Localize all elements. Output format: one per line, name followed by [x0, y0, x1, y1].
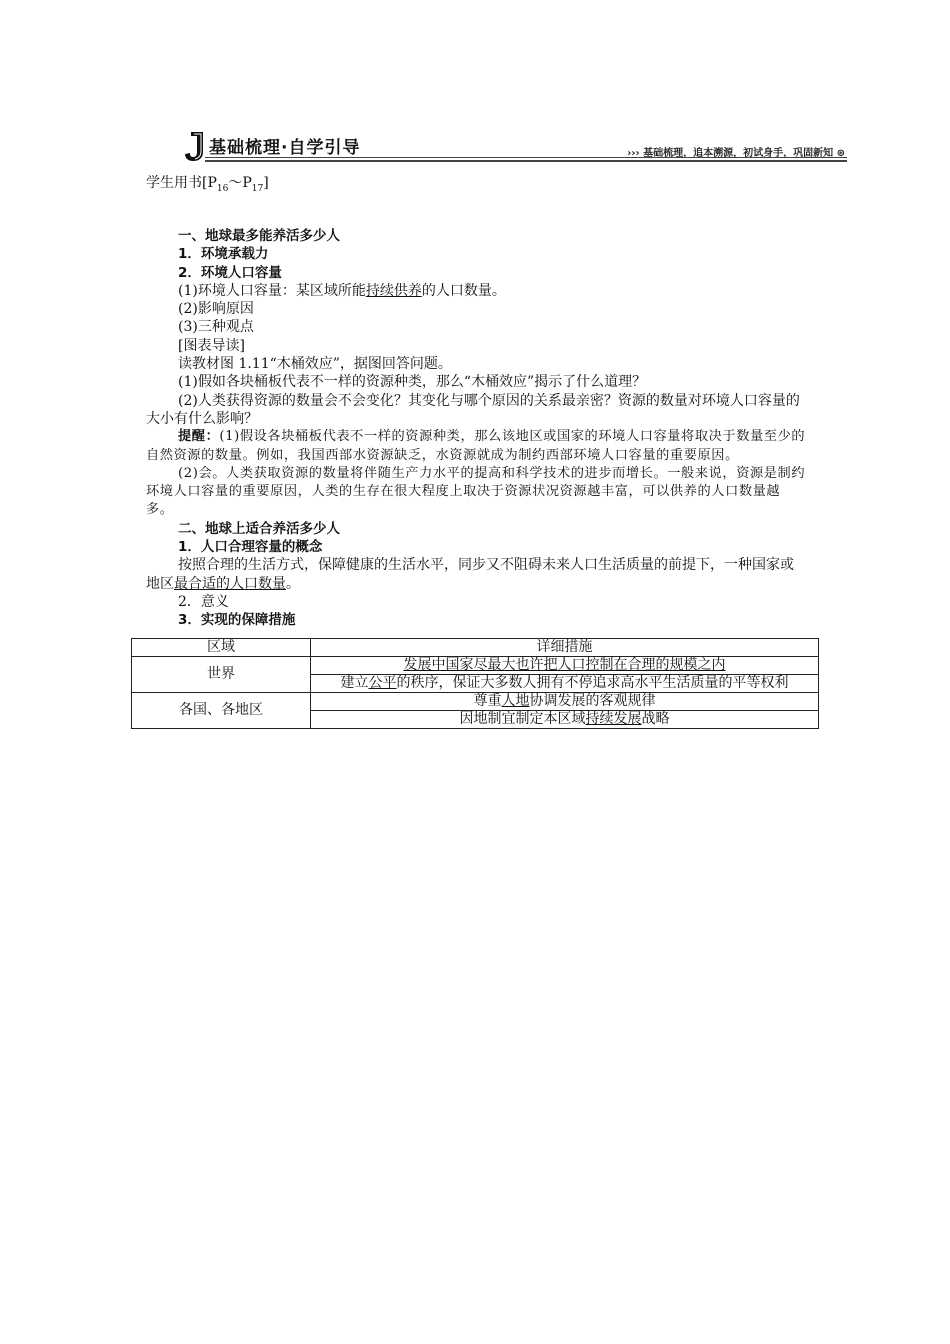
measure-cell: 尊重人地协调发展的客观规律	[311, 693, 819, 711]
three-views: (3)三种观点	[178, 319, 254, 336]
section2-item1: 1．人口合理容量的概念	[178, 539, 323, 556]
measures-table	[131, 638, 819, 729]
underlined-answer: 最合适的人口数量	[174, 575, 286, 592]
hint-1: 提醒：(1)假设各块桶板代表不一样的资源种类，那么该地区或国家的环境人口容量将取决于数量至少的自然资源的数量。例如，我国西部水资源缺乏，水资源就成为制约西部环境人口容量的重要原因。	[146, 429, 806, 463]
chart-guide-label: [图表导读]	[178, 337, 245, 354]
influencing-factors: (2)影响原因	[178, 301, 254, 318]
section1-heading: 一、地球最多能养活多少人	[178, 228, 340, 244]
measure-cell: 建立公平的秩序，保证大多数人拥有不停追求高水平生活质量的平等权利	[311, 675, 819, 693]
underlined-answer: 持续供养	[365, 282, 422, 299]
banner-slogan: ››› 基础梳理，追本溯源，初试身手，巩固新知 ⊛	[627, 148, 845, 159]
banner-rule	[205, 157, 847, 158]
banner-title: 基础梳理·自学引导	[209, 138, 361, 158]
question-2: (2)人类获得资源的数量会不会变化？其变化与哪个原因的关系最亲密？资源的数量对环境人口容量的大小有什么影响？	[146, 392, 800, 427]
region-nations: 各国、各地区	[132, 693, 311, 729]
section2-heading: 二、地球上适合养活多少人	[178, 520, 340, 537]
measure-cell: 发展中国家尽最大也许把人口控制在合理的规模之内	[311, 657, 819, 675]
table-row	[132, 693, 819, 711]
banner-rule-thick	[205, 160, 847, 162]
measure-cell: 因地制宜制定本区域持续发展战略	[311, 711, 819, 729]
capacity-definition: (1)环境人口容量：某区域所能持续供养的人口数量。	[178, 282, 506, 299]
table-header: 区域	[132, 639, 311, 657]
section-banner	[183, 130, 847, 164]
question-1: (1)假如各块桶板代表不一样的资源种类，那么“木桶效应”揭示了什么道理？	[178, 374, 647, 391]
j-logo-icon	[183, 130, 207, 162]
hint-2: (2)会。人类获取资源的数量将伴随生产力水平的提高和科学技术的进步而增长。一般来说，资源是制约环境人口容量的重要原因，人类的生存在很大程度上取决于资源状况资源越丰富，可以供养的人口数量越多。	[146, 465, 806, 518]
region-world: 世界	[132, 657, 311, 693]
table-header-row	[132, 639, 819, 657]
table-row	[132, 657, 819, 675]
page-reference: 学生用书$[P_{16}\sim P_{17}]$	[146, 175, 269, 194]
main-content	[146, 227, 806, 630]
section2-item3: 3．实现的保障措施	[178, 612, 296, 629]
reasonable-capacity-concept: 按照合理的生活方式，保障健康的生活水平，同步又不阻碍未来人口生活质量的前提下，一种国家或地区最合适的人口数量。	[146, 557, 794, 592]
section2-item2: 2．意义	[178, 593, 229, 610]
table-header: 详细措施	[311, 639, 819, 657]
chart-guide-intro: 读教材图 1.11“木桶效应”，据图回答问题。	[178, 356, 452, 373]
section1-item2: 2．环境人口容量	[178, 264, 282, 281]
section1-item1: 1．环境承载力	[178, 246, 269, 263]
